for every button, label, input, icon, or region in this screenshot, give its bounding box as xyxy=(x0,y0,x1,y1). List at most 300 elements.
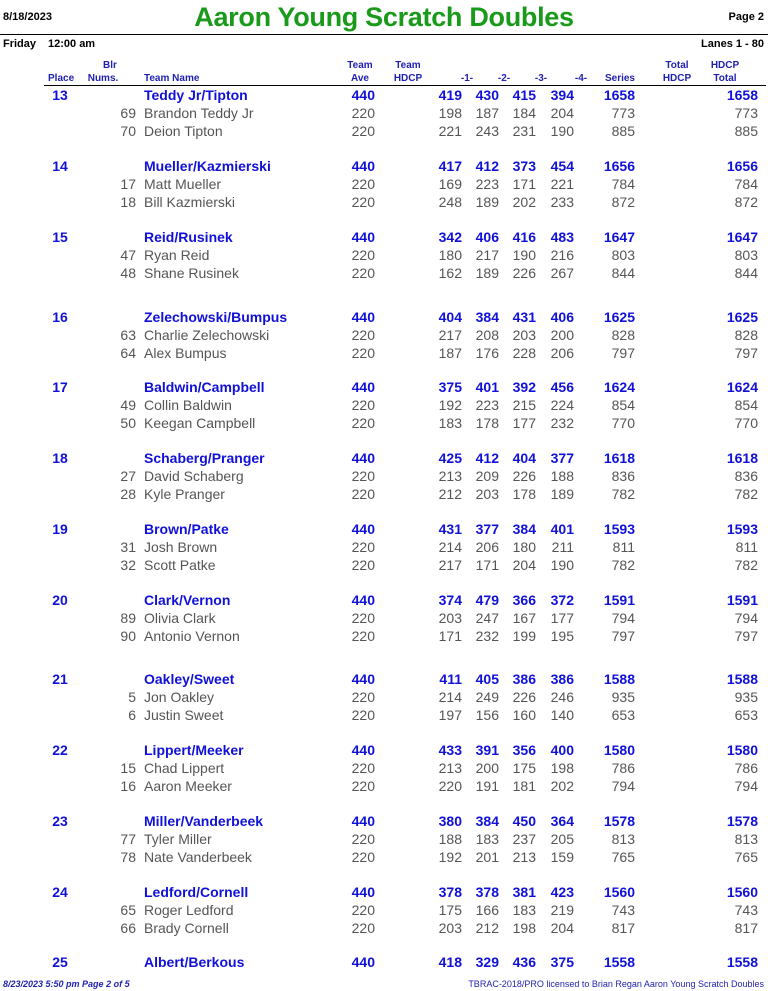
bowler-number: 31 xyxy=(120,538,136,555)
team-average: 440 xyxy=(351,450,375,466)
bowler-series: 770 xyxy=(611,414,635,431)
col-team-ave: Ave xyxy=(351,73,369,84)
team-game-3: 392 xyxy=(512,379,536,395)
bowler-game-3: 180 xyxy=(512,538,536,555)
bowler-hdcp-total: 803 xyxy=(734,246,758,263)
bowler-series: 794 xyxy=(611,777,635,794)
bowler-game-4: 200 xyxy=(550,326,574,343)
footer-timestamp: 8/23/2023 5:50 pm Page 2 of 5 xyxy=(3,979,130,989)
team-game-1: 375 xyxy=(438,379,462,395)
team-row xyxy=(0,449,768,467)
bowler-game-4: 221 xyxy=(550,175,574,192)
bowler-row xyxy=(0,104,768,122)
col-game-1: -1- xyxy=(460,73,474,84)
team-game-1: 374 xyxy=(438,592,462,608)
bowler-name: Antonio Vernon xyxy=(144,627,240,644)
col-place: Place xyxy=(48,73,75,84)
bowler-number: 16 xyxy=(120,777,136,794)
bowler-game-3: 190 xyxy=(512,246,536,263)
team-row xyxy=(0,953,768,971)
team-game-4: 406 xyxy=(550,309,574,325)
bowler-name: Collin Baldwin xyxy=(144,396,232,413)
bowler-hdcp-total: 797 xyxy=(734,344,758,361)
team-average: 440 xyxy=(351,309,375,325)
bowler-row xyxy=(0,414,768,432)
team-game-1: 417 xyxy=(438,158,462,174)
bowler-average: 220 xyxy=(351,777,375,794)
bowler-name: Scott Patke xyxy=(144,556,216,573)
bowler-hdcp-total: 813 xyxy=(734,830,758,847)
team-row xyxy=(0,591,768,609)
team-place: 13 xyxy=(52,87,68,103)
team-name: Oakley/Sweet xyxy=(144,671,235,687)
bowler-game-2: 191 xyxy=(475,777,499,794)
bowler-game-3: 171 xyxy=(512,175,536,192)
bowler-average: 220 xyxy=(351,104,375,121)
bowler-game-1: 175 xyxy=(438,901,462,918)
bowler-hdcp-total: 811 xyxy=(735,538,758,555)
bowler-row xyxy=(0,627,768,645)
bowler-average: 220 xyxy=(351,193,375,210)
bowler-game-1: 213 xyxy=(438,467,462,484)
bowler-hdcp-total: 786 xyxy=(734,759,758,776)
bowler-game-4: 232 xyxy=(550,414,574,431)
bowler-name: Justin Sweet xyxy=(144,706,224,723)
team-hdcp-total: 1558 xyxy=(726,954,758,970)
bowler-game-2: 223 xyxy=(475,175,499,192)
bowler-row xyxy=(0,538,768,556)
bowler-series: 817 xyxy=(611,919,635,936)
bowler-game-2: 189 xyxy=(475,193,499,210)
bowler-game-4: 205 xyxy=(550,830,574,847)
bowler-game-1: 203 xyxy=(438,609,462,626)
team-game-4: 401 xyxy=(550,521,574,537)
team-average: 440 xyxy=(351,954,375,970)
team-hdcp-total: 1647 xyxy=(726,229,758,245)
team-game-4: 483 xyxy=(550,229,574,245)
bowler-game-2: 249 xyxy=(475,688,499,705)
bowler-game-3: 198 xyxy=(512,919,536,936)
bowler-name: Jon Oakley xyxy=(144,688,215,705)
team-game-3: 436 xyxy=(512,954,536,970)
bowler-game-4: 195 xyxy=(550,627,574,644)
bowler-game-1: 188 xyxy=(438,830,462,847)
bowler-game-1: 214 xyxy=(438,538,462,555)
bowler-number: 28 xyxy=(120,485,136,502)
bowler-game-4: 202 xyxy=(550,777,574,794)
team-name: Miller/Vanderbeek xyxy=(144,813,264,829)
team-average: 440 xyxy=(351,87,375,103)
team-place: 24 xyxy=(52,884,68,900)
bowler-game-3: 184 xyxy=(512,104,536,121)
bowler-number: 32 xyxy=(120,556,136,573)
bowler-number: 65 xyxy=(120,901,136,918)
col-blr-nums: Nums. xyxy=(87,73,119,84)
bowler-game-4: 211 xyxy=(551,538,574,555)
bowler-row xyxy=(0,396,768,414)
bowler-game-3: 177 xyxy=(512,414,536,431)
team-game-4: 394 xyxy=(550,87,574,103)
bowler-average: 220 xyxy=(351,609,375,626)
bowler-game-1: 213 xyxy=(438,759,462,776)
team-game-2: 412 xyxy=(475,450,499,466)
bowler-game-4: 140 xyxy=(550,706,574,723)
time-label: 12:00 am xyxy=(48,38,96,50)
bowler-average: 220 xyxy=(351,485,375,502)
team-row xyxy=(0,228,768,246)
team-name: Lippert/Meeker xyxy=(144,742,244,758)
bowler-game-2: 156 xyxy=(475,706,499,723)
team-game-4: 386 xyxy=(550,671,574,687)
col-game-4: -4- xyxy=(574,73,588,84)
bowler-number: 47 xyxy=(120,246,136,263)
bowler-hdcp-total: 743 xyxy=(734,901,758,918)
bowler-number: 5 xyxy=(128,688,136,705)
bowler-average: 220 xyxy=(351,175,375,192)
team-average: 440 xyxy=(351,521,375,537)
bowler-row xyxy=(0,122,768,140)
team-game-3: 431 xyxy=(512,309,536,325)
team-name: Brown/Patke xyxy=(144,521,229,537)
team-place: 17 xyxy=(52,379,68,395)
day-label: Friday xyxy=(3,38,37,50)
team-game-3: 381 xyxy=(512,884,536,900)
team-game-2: 479 xyxy=(475,592,499,608)
bowler-game-3: 178 xyxy=(512,485,536,502)
team-average: 440 xyxy=(351,158,375,174)
team-name: Zelechowski/Bumpus xyxy=(144,309,288,325)
bowler-game-2: 206 xyxy=(475,538,499,555)
bowler-row xyxy=(0,830,768,848)
team-game-4: 456 xyxy=(550,379,574,395)
bowler-number: 63 xyxy=(120,326,136,343)
bowler-game-4: 224 xyxy=(550,396,574,413)
col-total-hdcp-top: Total xyxy=(665,60,689,71)
bowler-game-1: 162 xyxy=(438,264,462,281)
col-game-2: -2- xyxy=(497,73,511,84)
bowler-average: 220 xyxy=(351,467,375,484)
team-game-2: 384 xyxy=(475,309,499,325)
bowler-average: 220 xyxy=(351,830,375,847)
bowler-game-4: 189 xyxy=(550,485,574,502)
team-name: Albert/Berkous xyxy=(144,954,245,970)
bowler-series: 782 xyxy=(611,485,635,502)
team-game-2: 377 xyxy=(475,521,499,537)
team-row xyxy=(0,308,768,326)
team-hdcp-total: 1624 xyxy=(726,379,758,395)
team-name: Clark/Vernon xyxy=(144,592,231,608)
bowler-row xyxy=(0,609,768,627)
bowler-game-4: 219 xyxy=(550,901,574,918)
team-series: 1658 xyxy=(603,87,635,103)
team-game-3: 373 xyxy=(512,158,536,174)
bowler-average: 220 xyxy=(351,759,375,776)
team-average: 440 xyxy=(351,884,375,900)
bowler-game-2: 178 xyxy=(475,414,499,431)
col-hdcp-total: Total xyxy=(713,73,737,84)
bowler-game-2: 189 xyxy=(475,264,499,281)
team-game-2: 405 xyxy=(475,671,499,687)
team-series: 1647 xyxy=(603,229,635,245)
team-average: 440 xyxy=(351,671,375,687)
col-team-hdcp-top: Team xyxy=(395,60,421,71)
bowler-game-3: 226 xyxy=(512,264,536,281)
team-game-2: 412 xyxy=(475,158,499,174)
team-row xyxy=(0,157,768,175)
bowler-game-3: 237 xyxy=(512,830,536,847)
team-name: Reid/Rusinek xyxy=(144,229,233,245)
bowler-game-1: 203 xyxy=(438,919,462,936)
team-game-1: 411 xyxy=(439,671,462,687)
bowler-number: 49 xyxy=(120,396,136,413)
team-place: 25 xyxy=(52,954,68,970)
team-game-2: 401 xyxy=(475,379,499,395)
team-series: 1656 xyxy=(603,158,635,174)
bowler-game-4: 204 xyxy=(550,919,574,936)
team-hdcp-total: 1588 xyxy=(726,671,758,687)
bowler-game-2: 166 xyxy=(475,901,499,918)
bowler-series: 784 xyxy=(611,175,635,192)
bowler-number: 15 xyxy=(120,759,136,776)
bowler-average: 220 xyxy=(351,848,375,865)
bowler-number: 66 xyxy=(120,919,136,936)
bowler-hdcp-total: 836 xyxy=(734,467,758,484)
team-row xyxy=(0,520,768,538)
team-row xyxy=(0,883,768,901)
team-row xyxy=(0,812,768,830)
bowler-series: 797 xyxy=(611,627,635,644)
team-game-4: 364 xyxy=(550,813,574,829)
bowler-row xyxy=(0,556,768,574)
bowler-row xyxy=(0,759,768,777)
bowler-average: 220 xyxy=(351,326,375,343)
team-place: 22 xyxy=(52,742,68,758)
team-game-4: 377 xyxy=(550,450,574,466)
bowler-series: 765 xyxy=(611,848,635,865)
bowler-series: 836 xyxy=(611,467,635,484)
bowler-number: 70 xyxy=(120,122,136,139)
bowler-row xyxy=(0,467,768,485)
bowler-game-4: 159 xyxy=(550,848,574,865)
bowler-game-3: 226 xyxy=(512,467,536,484)
team-name: Teddy Jr/Tipton xyxy=(144,87,248,103)
bowler-game-1: 217 xyxy=(438,556,462,573)
team-hdcp-total: 1593 xyxy=(726,521,758,537)
team-place: 21 xyxy=(52,671,68,687)
header-rule xyxy=(0,34,768,35)
bowler-number: 48 xyxy=(120,264,136,281)
lanes-label: Lanes 1 - 80 xyxy=(701,38,764,50)
bowler-game-3: 228 xyxy=(512,344,536,361)
bowler-series: 811 xyxy=(612,538,635,555)
bowler-game-1: 221 xyxy=(438,122,462,139)
col-team-name: Team Name xyxy=(144,73,200,84)
bowler-name: Keegan Campbell xyxy=(144,414,256,431)
bowler-row xyxy=(0,193,768,211)
report-date: 8/18/2023 xyxy=(3,11,52,23)
bowler-hdcp-total: 885 xyxy=(734,122,758,139)
bowler-game-1: 169 xyxy=(438,175,462,192)
bowler-game-4: 233 xyxy=(550,193,574,210)
bowler-series: 782 xyxy=(611,556,635,573)
bowler-average: 220 xyxy=(351,396,375,413)
page-number: Page 2 xyxy=(728,11,764,23)
footer-license: TBRAC-2018/PRO licensed to Brian Regan Aaron Young Scratch Doubles xyxy=(468,979,764,989)
col-game-3: -3- xyxy=(534,73,548,84)
team-place: 23 xyxy=(52,813,68,829)
col-team-hdcp: HDCP xyxy=(393,73,423,84)
team-game-3: 386 xyxy=(512,671,536,687)
team-game-3: 384 xyxy=(512,521,536,537)
team-hdcp-total: 1658 xyxy=(726,87,758,103)
bowler-name: Bill Kazmierski xyxy=(144,193,236,210)
bowler-game-1: 187 xyxy=(438,344,462,361)
bowler-number: 89 xyxy=(120,609,136,626)
team-row xyxy=(0,86,768,104)
bowler-hdcp-total: 770 xyxy=(734,414,758,431)
bowler-row xyxy=(0,901,768,919)
team-hdcp-total: 1580 xyxy=(726,742,758,758)
team-game-2: 384 xyxy=(475,813,499,829)
bowler-game-2: 232 xyxy=(475,627,499,644)
col-total-hdcp: HDCP xyxy=(662,73,692,84)
bowler-row xyxy=(0,919,768,937)
team-name: Ledford/Cornell xyxy=(144,884,249,900)
bowler-row xyxy=(0,777,768,795)
bowler-series: 885 xyxy=(611,122,635,139)
team-name: Mueller/Kazmierski xyxy=(144,158,271,174)
bowler-number: 18 xyxy=(120,193,136,210)
bowler-average: 220 xyxy=(351,264,375,281)
col-series: Series xyxy=(604,73,635,84)
bowler-average: 220 xyxy=(351,901,375,918)
bowler-game-2: 208 xyxy=(475,326,499,343)
team-game-1: 342 xyxy=(438,229,462,245)
bowler-hdcp-total: 797 xyxy=(734,627,758,644)
team-game-4: 454 xyxy=(550,158,574,174)
team-series: 1591 xyxy=(603,592,635,608)
bowler-name: Chad Lippert xyxy=(144,759,225,776)
bowler-game-3: 226 xyxy=(512,688,536,705)
team-average: 440 xyxy=(351,379,375,395)
bowler-game-2: 200 xyxy=(475,759,499,776)
team-series: 1578 xyxy=(603,813,635,829)
bowler-name: Brandon Teddy Jr xyxy=(144,104,254,121)
bowler-average: 220 xyxy=(351,556,375,573)
bowler-average: 220 xyxy=(351,706,375,723)
team-name: Baldwin/Campbell xyxy=(144,379,265,395)
bowler-average: 220 xyxy=(351,122,375,139)
team-game-1: 418 xyxy=(438,954,462,970)
bowler-game-1: 248 xyxy=(438,193,462,210)
bowler-game-3: 175 xyxy=(512,759,536,776)
bowler-name: Charlie Zelechowski xyxy=(144,326,270,343)
team-row xyxy=(0,670,768,688)
bowler-series: 935 xyxy=(611,688,635,705)
bowler-name: Brady Cornell xyxy=(144,919,229,936)
bowler-series: 872 xyxy=(611,193,635,210)
bowler-hdcp-total: 773 xyxy=(734,104,758,121)
bowler-game-2: 243 xyxy=(475,122,499,139)
team-place: 14 xyxy=(52,158,68,174)
team-game-1: 419 xyxy=(438,87,462,103)
bowler-name: Shane Rusinek xyxy=(144,264,239,281)
bowler-series: 773 xyxy=(611,104,635,121)
bowler-number: 77 xyxy=(120,830,136,847)
bowler-average: 220 xyxy=(351,414,375,431)
bowler-hdcp-total: 935 xyxy=(734,688,758,705)
col-hdcp-total-top: HDCP xyxy=(710,60,740,71)
bowler-game-1: 214 xyxy=(438,688,462,705)
team-name: Schaberg/Pranger xyxy=(144,450,265,466)
team-series: 1560 xyxy=(603,884,635,900)
bowler-game-3: 203 xyxy=(512,326,536,343)
bowler-hdcp-total: 782 xyxy=(734,556,758,573)
team-place: 19 xyxy=(52,521,68,537)
bowler-series: 803 xyxy=(611,246,635,263)
bowler-game-3: 199 xyxy=(512,627,536,644)
bowler-game-3: 160 xyxy=(512,706,536,723)
bowler-game-3: 167 xyxy=(512,609,536,626)
team-hdcp-total: 1618 xyxy=(726,450,758,466)
bowler-hdcp-total: 854 xyxy=(734,396,758,413)
team-hdcp-total: 1656 xyxy=(726,158,758,174)
bowler-hdcp-total: 872 xyxy=(734,193,758,210)
team-game-1: 425 xyxy=(438,450,462,466)
bowler-game-2: 217 xyxy=(475,246,499,263)
bowler-game-4: 190 xyxy=(550,122,574,139)
team-hdcp-total: 1591 xyxy=(726,592,758,608)
team-game-1: 380 xyxy=(438,813,462,829)
bowler-name: Alex Bumpus xyxy=(144,344,227,361)
team-game-1: 404 xyxy=(438,309,462,325)
bowler-game-3: 231 xyxy=(512,122,536,139)
bowler-game-1: 180 xyxy=(438,246,462,263)
team-game-1: 378 xyxy=(438,884,462,900)
bowler-game-1: 192 xyxy=(438,848,462,865)
team-game-2: 378 xyxy=(475,884,499,900)
bowler-name: David Schaberg xyxy=(144,467,244,484)
team-game-2: 406 xyxy=(475,229,499,245)
bowler-number: 78 xyxy=(120,848,136,865)
team-average: 440 xyxy=(351,229,375,245)
bowler-game-2: 171 xyxy=(475,556,499,573)
bowler-game-3: 181 xyxy=(512,777,536,794)
team-game-3: 366 xyxy=(512,592,536,608)
bowler-game-4: 267 xyxy=(550,264,574,281)
team-row xyxy=(0,741,768,759)
bowler-name: Aaron Meeker xyxy=(144,777,232,794)
bowler-row xyxy=(0,246,768,264)
team-average: 440 xyxy=(351,592,375,608)
team-game-2: 391 xyxy=(475,742,499,758)
bowler-game-1: 192 xyxy=(438,396,462,413)
bowler-row xyxy=(0,688,768,706)
team-hdcp-total: 1560 xyxy=(726,884,758,900)
bowler-series: 743 xyxy=(611,901,635,918)
bowler-row xyxy=(0,485,768,503)
bowler-row xyxy=(0,344,768,362)
bowler-game-2: 203 xyxy=(475,485,499,502)
bowler-game-3: 202 xyxy=(512,193,536,210)
bowler-name: Ryan Reid xyxy=(144,246,210,263)
bowler-game-2: 201 xyxy=(475,848,499,865)
team-place: 20 xyxy=(52,592,68,608)
team-series: 1588 xyxy=(603,671,635,687)
bowler-series: 794 xyxy=(611,609,635,626)
bowler-game-2: 247 xyxy=(475,609,499,626)
bowler-number: 50 xyxy=(120,414,136,431)
